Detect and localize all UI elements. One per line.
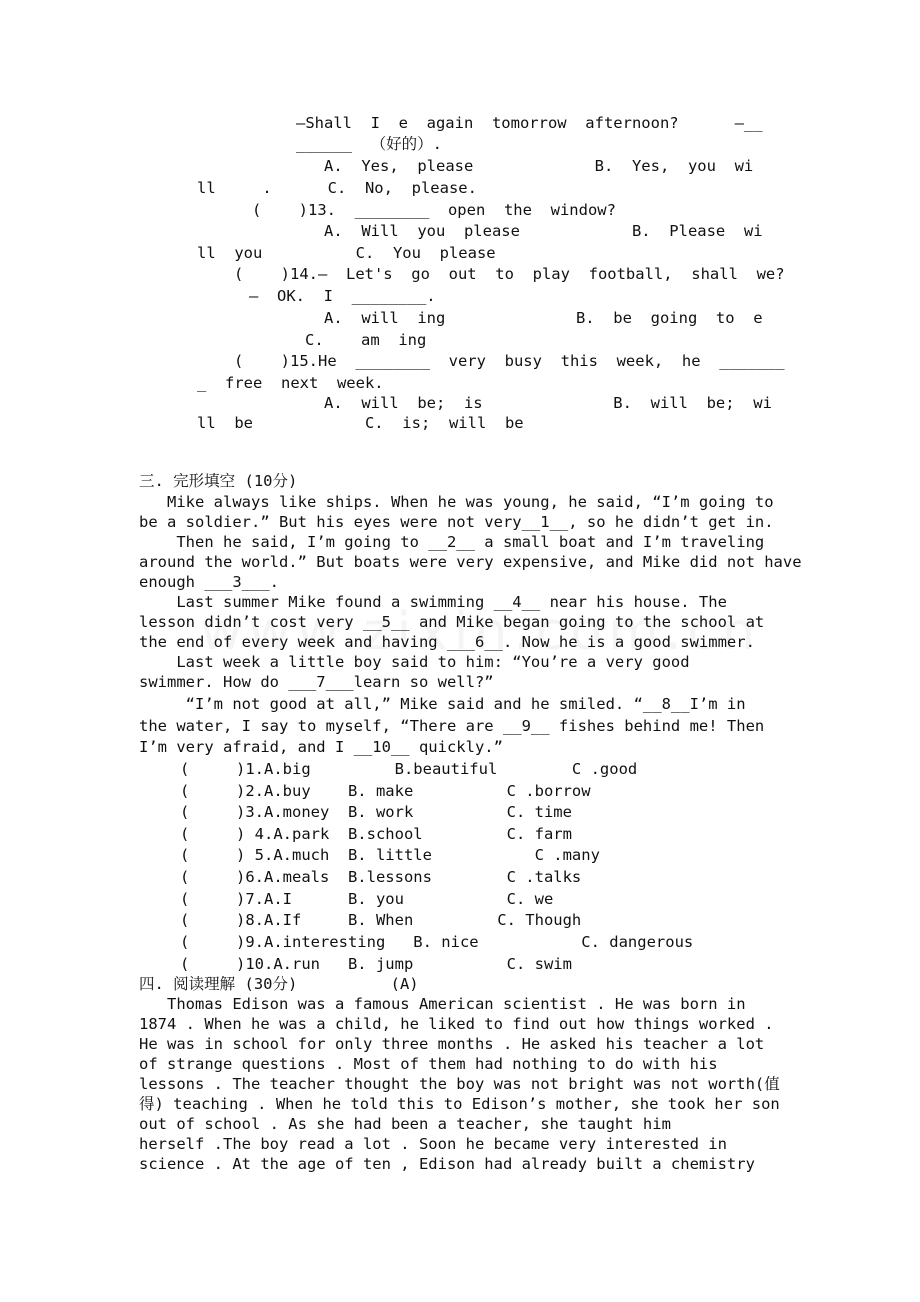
- passage-line: the water, I say to myself, “There are __9__ fishes behind me! Then: [139, 717, 765, 735]
- passage-line: Then he said, I’m going to __2__ a small boat and I’m traveling: [139, 533, 765, 551]
- option-row: ( )9.A.interesting B. nice C. dangerous: [180, 933, 694, 951]
- section-heading: 三. 完形填空 (10分): [139, 472, 298, 490]
- passage-line: the end of every week and having ___6__. Now he is a good swimmer.: [139, 633, 755, 651]
- option-line: ll be C. is; will be: [197, 414, 524, 432]
- option-line: A. Yes, please B. Yes, you wi: [324, 157, 754, 175]
- passage-line: around the world.” But boats were very expensive, and Mike did not have: [139, 553, 802, 571]
- passage-line: Mike always like ships. When he was young, he said, “I’m going to: [139, 493, 774, 511]
- passage-line: He was in school for only three months . He asked his teacher a lot: [139, 1035, 765, 1053]
- question-line: ( )13. ________ open the window?: [252, 201, 616, 219]
- option-row: ( )7.A.I B. you C. we: [180, 890, 554, 908]
- option-line: C. am ing: [305, 331, 427, 349]
- question-line: ______ （好的）.: [296, 135, 442, 153]
- option-row: ( )8.A.If B. When C. Though: [180, 911, 582, 929]
- passage-line: lessons . The teacher thought the boy was not bright was not worth(值: [139, 1075, 780, 1093]
- option-line: ll you C. You please: [197, 244, 496, 262]
- option-line: ll . C. No, please.: [197, 179, 477, 197]
- option-row: ( )10.A.run B. jump C. swim: [180, 955, 572, 973]
- passage-line: be a soldier.” But his eyes were not very__1__, so he didn’t get in.: [139, 513, 774, 531]
- option-row: ( ) 4.A.park B.school C. farm: [180, 825, 572, 843]
- passage-line: Thomas Edison was a famous American scientist . He was born in: [139, 995, 746, 1013]
- option-row: ( )6.A.meals B.lessons C .talks: [180, 868, 582, 886]
- passage-line: 得) teaching . When he told this to Edison’s mother, she took her son: [139, 1095, 780, 1113]
- question-line: _ free next week.: [197, 374, 384, 392]
- passage-line: out of school . As she had been a teacher, she taught him: [139, 1115, 671, 1133]
- passage-line: of strange questions . Most of them had nothing to do with his: [139, 1055, 718, 1073]
- question-line: ( )14.— Let's go out to play football, shall we?: [234, 265, 785, 283]
- option-line: A. will ing B. be going to e: [324, 309, 763, 327]
- passage-line: Last week a little boy said to him: “You’re a very good: [139, 653, 690, 671]
- question-line: ( )15.He ________ very busy this week, he _______: [234, 352, 785, 370]
- passage-line: swimmer. How do ___7___learn so well?”: [139, 673, 494, 691]
- option-row: ( ) 5.A.much B. little C .many: [180, 846, 600, 864]
- question-line: — OK. I ________.: [249, 287, 436, 305]
- option-row: ( )3.A.money B. work C. time: [180, 803, 572, 821]
- option-row: ( )1.A.big B.beautiful C .good: [180, 760, 638, 778]
- passage-line: herself .The boy read a lot . Soon he became very interested in: [139, 1135, 727, 1153]
- passage-line: I’m very afraid, and I __10__ quickly.”: [139, 738, 503, 756]
- option-row: ( )2.A.buy B. make C .borrow: [180, 782, 591, 800]
- option-line: A. will be; is B. will be; wi: [324, 394, 772, 412]
- passage-line: “I’m not good at all,” Mike said and he smiled. “__8__I’m in: [139, 695, 746, 713]
- passage-line: lesson didn’t cost very __5__ and Mike began going to the school at: [139, 613, 765, 631]
- question-line: —Shall I e again tomorrow afternoon? —__: [296, 114, 763, 132]
- section-heading: 四. 阅读理解 (30分) (A): [139, 975, 419, 993]
- passage-line: Last summer Mike found a swimming __4__ near his house. The: [139, 593, 727, 611]
- passage-line: 1874 . When he was a child, he liked to find out how things worked .: [139, 1015, 774, 1033]
- option-line: A. Will you please B. Please wi: [324, 222, 763, 240]
- passage-line: science . At the age of ten , Edison had already built a chemistry: [139, 1155, 755, 1173]
- passage-line: enough ___3___.: [139, 573, 279, 591]
